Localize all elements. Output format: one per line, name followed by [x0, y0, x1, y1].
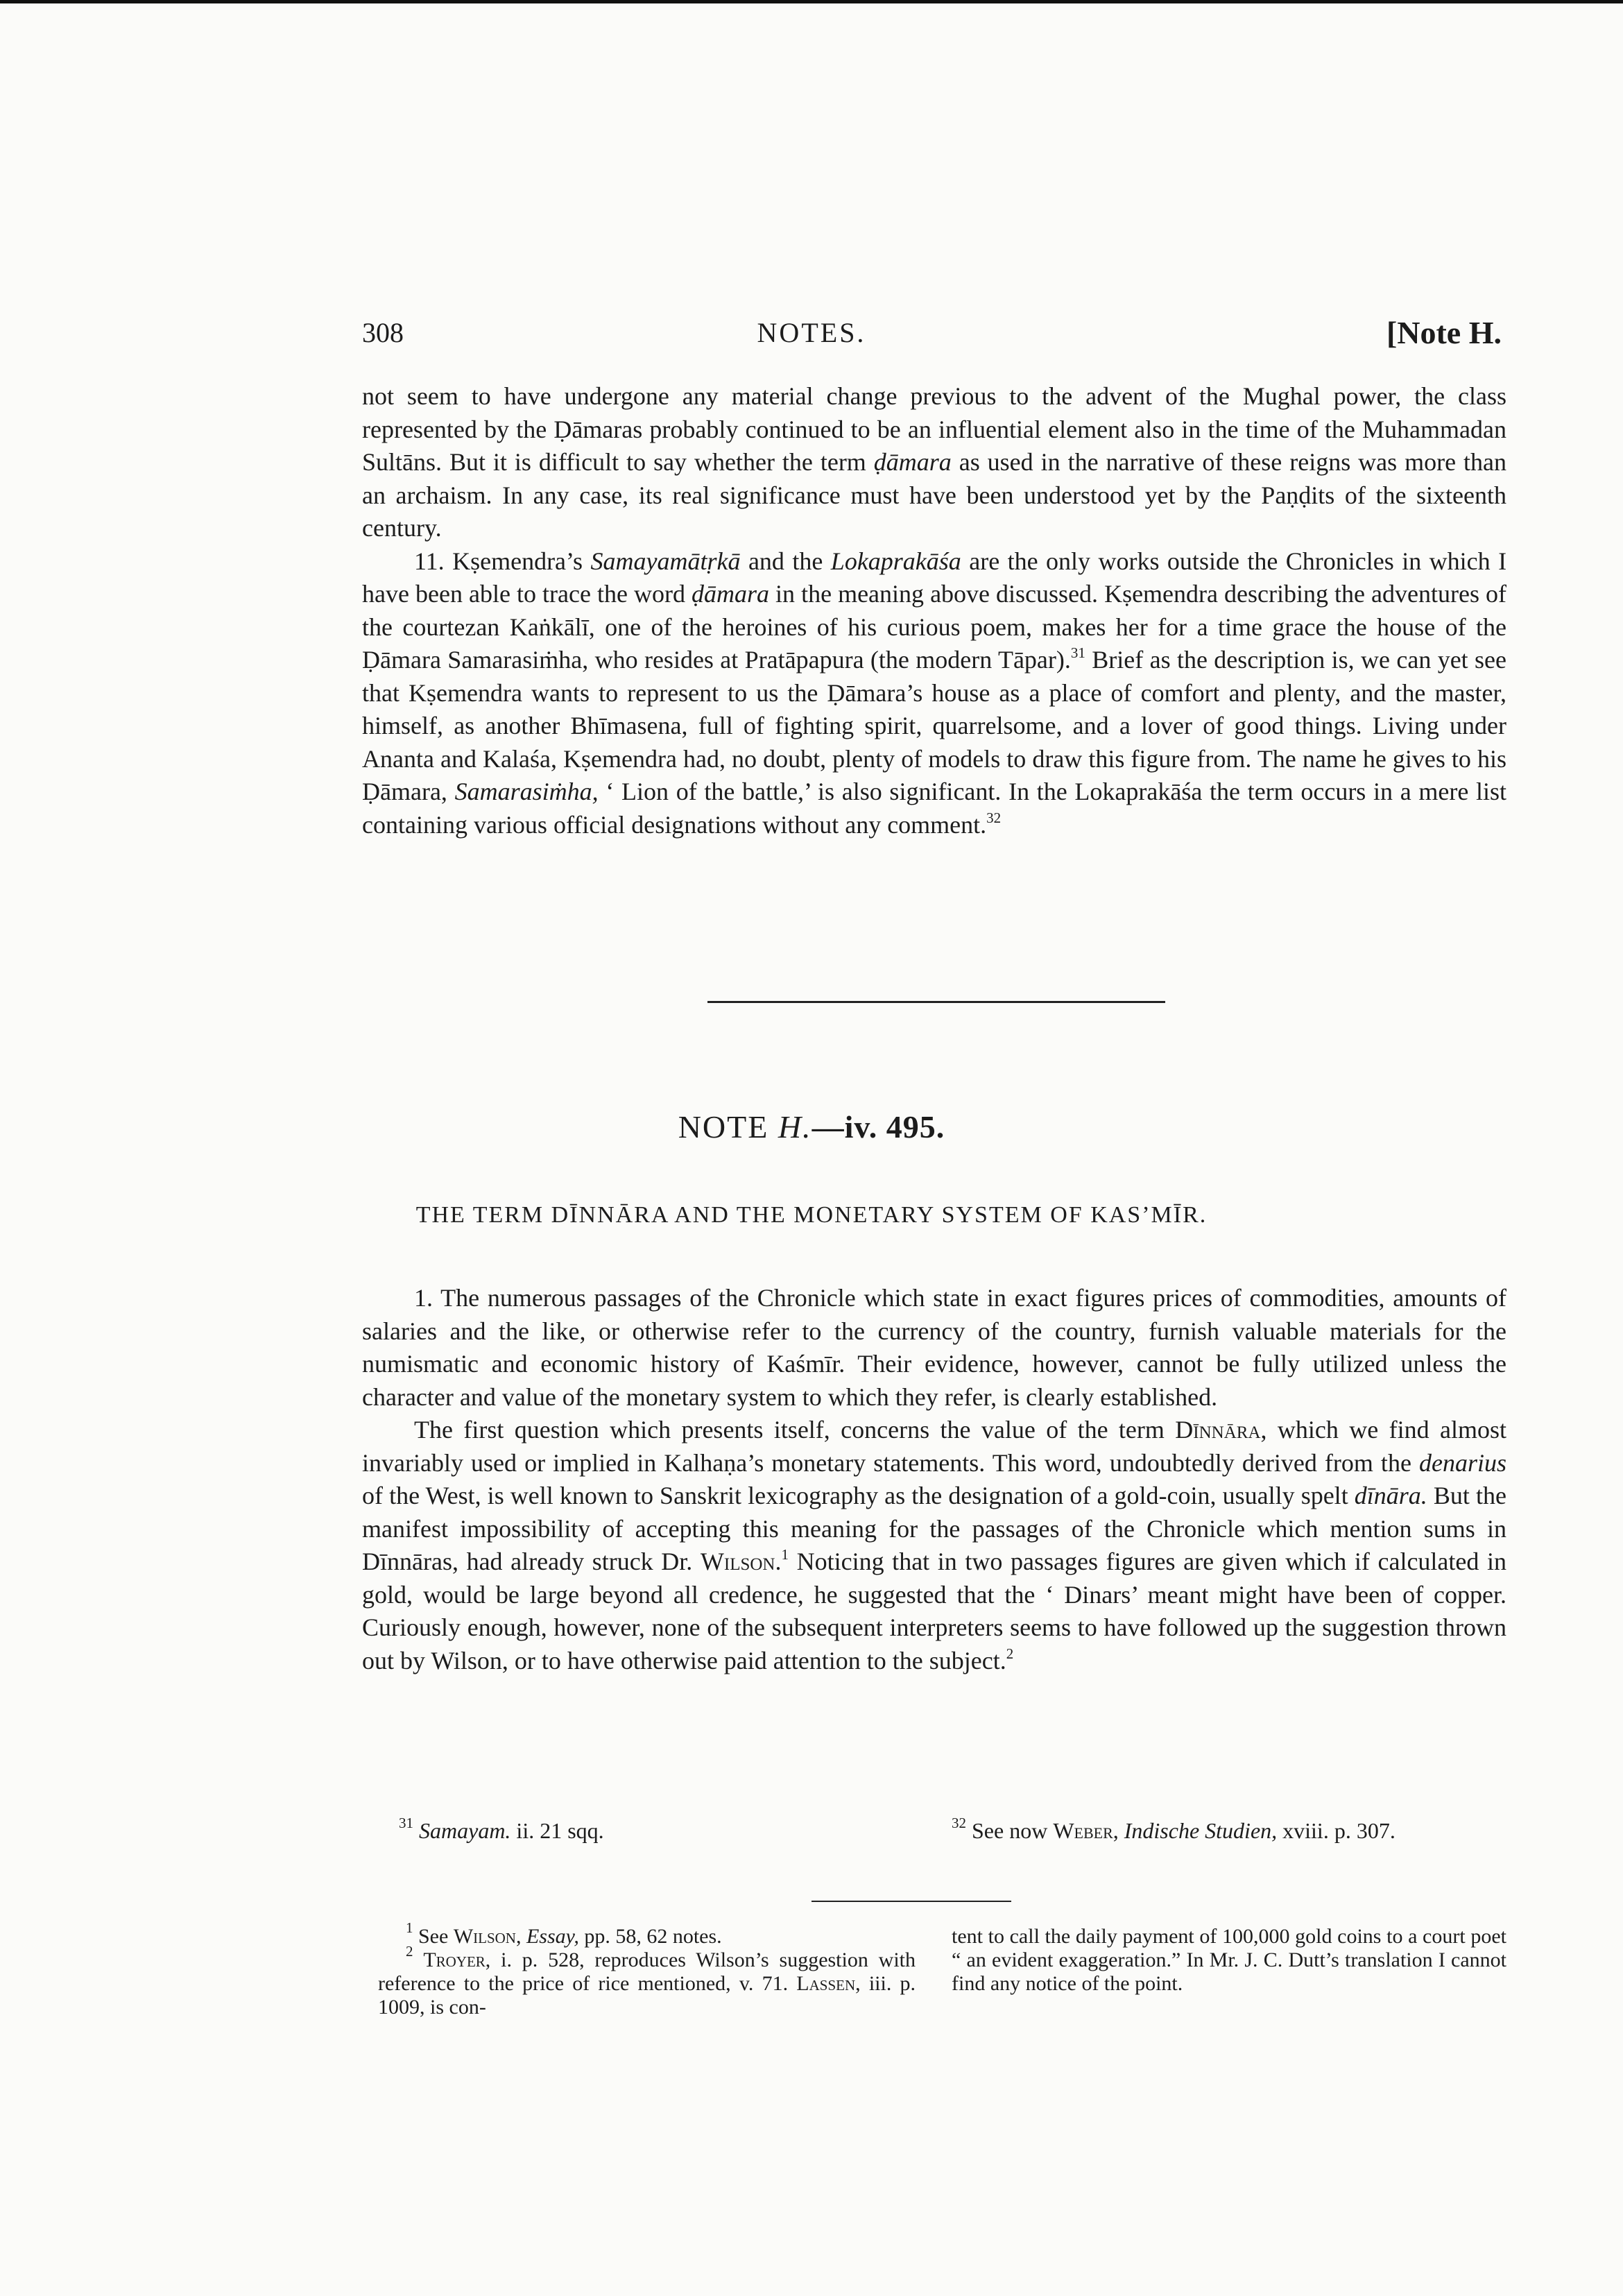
footnote-31: $^{31}$ Samayam. ii. 21 sqq. [399, 1815, 604, 1843]
footnote-ref-31: 31 [1070, 644, 1085, 661]
footnote-divider [812, 1901, 1011, 1902]
page-number: 308 [362, 317, 404, 348]
footnote-2-continuation: tent to call the daily payment of 100,000 gold coins to a court poet “ an evident exaggeration.” In Mr. J. C. Dutt’s translation I cannot find any notice of the point. [952, 1925, 1506, 1995]
paragraph-continuation: not seem to have undergone any material change previous to the advent of the Mughal power, the class represented by the Ḍāmaras probably continued to be an influential element also in the time of the Muhammadan Sultāns. But it is difficult to say whether the term ḍāmara as used in the narrative of these reigns was more than an archaism. In any case, its real significance must have been understood yet by the Paṇḍits of the sixteenth century. [362, 382, 1506, 542]
section-subheading: THE TERM DĪNNĀRA AND THE MONETARY SYSTEM OF KAS’MĪR. [415, 1202, 1208, 1228]
footnote-1: $^1$ See Wilson, Essay, pp. 58, 62 notes. [406, 1919, 722, 1948]
footnote-2: $^2$ Troyer, i. p. 528, reproduces Wilson’s suggestion with reference to the price of rice mentioned, v. 71. Lassen, iii. p. 1009, is con- [378, 1943, 916, 2019]
top-border-line [0, 0, 1623, 3]
footnote-1-2-left [378, 1919, 916, 2019]
paragraph-11: 11. Kṣemendra’s Samayamātṛkā and the Lokaprakāśa are the only works outside the Chronicles in which I have been able to trace the word ḍāmara in the meaning above discussed. Kṣemendra describing the adventures of the courtezan Kaṅkālī, one of the heroines of his curious poem, makes her for a time grace the house of the Ḍāmara Samarasiṁha, who resides at Pratāpapura (the modern Tāpar).$^{31}$ Brief as the description is, we can yet see that Kṣemendra wants to represent to us the Ḍāmara’s house as a place of comfort and plenty, and the master, himself, as another Bhīmasena, full of fighting spirit, quarrelsome, and a lover of good things. Living under Ananta and Kalaśa, Kṣemendra had, no doubt, plenty of models to draw this figure from. The name he gives to his Ḍāmara, Samarasiṁha, ‘ Lion of the battle,’ is also significant. In the Lokaprakāśa the term occurs in a mere list containing various official designations without any comment.$^{32}$ [362, 547, 1507, 839]
section-divider [707, 1001, 1165, 1003]
running-title: NOTES. [757, 317, 866, 348]
footnote-ref-32: 32 [986, 809, 1002, 826]
note-label: [Note H. [1386, 315, 1502, 350]
footnote-ref-2: 2 [1006, 1645, 1014, 1662]
paragraph-1: 1. The numerous passages of the Chronicle which state in exact figures prices of commodities, amounts of salaries and the like, or otherwise refer to the currency of the country, furnish valuable materials for the numismatic and economic history of Kaśmīr. Their evidence, however, cannot be fully utilized unless the character and value of the monetary system to which they refer, is clearly established. [362, 1284, 1506, 1411]
paragraph-2: The first question which presents itself, concerns the value of the term Dīnnāra, which we find almost invariably used or implied in Kalhaṇa’s monetary statements. This word, undoubtedly derived from the denarius of the West, is well known to Sanskrit lexicography as the designation of a gold-coin, usually spelt dīnāra. But the manifest impossibility of accepting this meaning for the passages of the Chronicle which mention sums in Dīnnāras, had already struck Dr. Wilson.$^1$ Noticing that in two passages figures are given which if calculated in gold, would be large beyond all credence, he suggested that the ‘ Dinars’ meant might have been of copper. Curiously enough, however, none of the subsequent interpreters seems to have followed up the suggestion thrown out by Wilson, or to have otherwise paid attention to the subject.$^2$ [362, 1416, 1506, 1674]
top-text-block [362, 380, 1506, 841]
note-heading: NOTE H.—iv. 495. [678, 1109, 945, 1145]
footnote-32: $^{32}$ See now Weber, Indische Studien, xviii. p. 307. [952, 1815, 1396, 1843]
main-text-block [362, 1282, 1506, 1677]
footnote-ref-1: 1 [781, 1546, 789, 1563]
